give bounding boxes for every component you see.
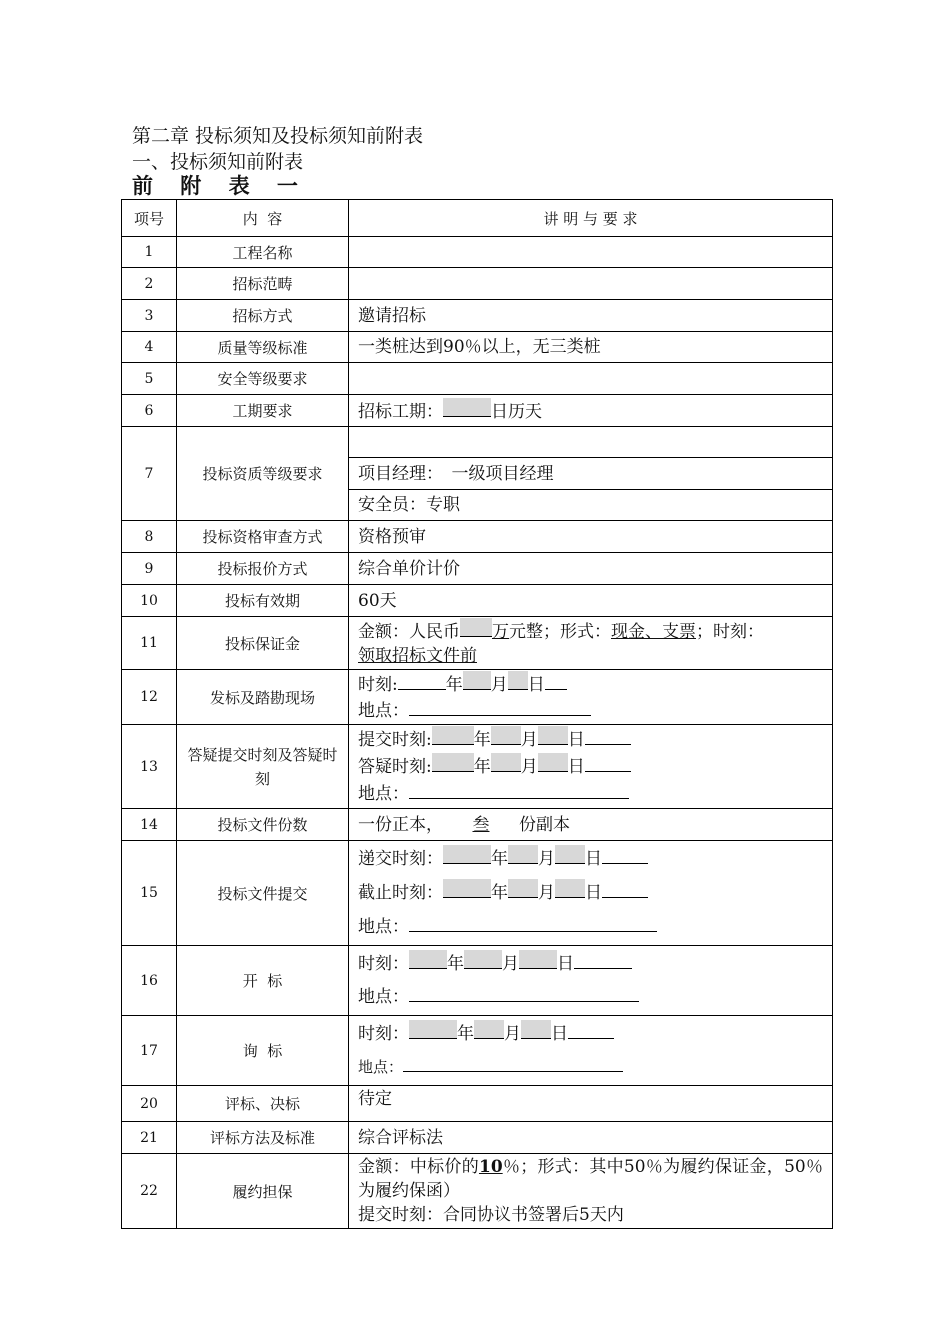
day-blank[interactable] <box>521 1020 551 1039</box>
place-label: 地点： <box>358 1057 404 1076</box>
table-row <box>122 617 833 670</box>
month-blank[interactable] <box>464 950 502 969</box>
table-row <box>122 300 833 332</box>
month-blank[interactable] <box>508 845 538 864</box>
year-blank[interactable] <box>409 950 447 969</box>
table-row <box>122 1122 833 1154</box>
row-item: 评标、决标 <box>177 1086 349 1122</box>
row-item: 招标方式 <box>177 300 349 332</box>
month-blank[interactable] <box>491 753 521 772</box>
month-blank[interactable] <box>463 671 491 690</box>
row-number: 11 <box>122 617 177 670</box>
table-row <box>122 946 833 1016</box>
row-item: 质量等级标准 <box>177 332 349 363</box>
header-content: 内 容 <box>177 200 349 237</box>
day-label: 日 <box>557 953 574 974</box>
row-value <box>349 1154 833 1229</box>
row-value: 邀请招标 <box>349 300 833 332</box>
row-number: 9 <box>122 553 177 585</box>
place-blank[interactable] <box>409 780 629 799</box>
deposit-form-label: 元整；形式： <box>509 622 611 642</box>
row-number: 2 <box>122 268 177 300</box>
table-row <box>122 395 833 427</box>
table-row <box>122 1154 833 1229</box>
time-label: 时刻： <box>358 953 409 974</box>
row-value <box>349 427 833 458</box>
row-number: 6 <box>122 395 177 427</box>
year-label: 年 <box>473 757 491 777</box>
place-label: 地点： <box>358 701 409 721</box>
chapter-title: 第二章 投标须知及投标须知前附表 <box>132 125 424 147</box>
header-no: 项号 <box>122 200 177 237</box>
row-item: 投标资质等级要求 <box>177 427 349 521</box>
row-item-text: 答疑提交时刻及答疑时刻 <box>187 745 338 788</box>
table-row <box>122 670 833 725</box>
year-label: 年 <box>457 1023 474 1044</box>
duration-label: 招标工期： <box>358 401 443 422</box>
row-number: 13 <box>122 725 177 809</box>
table-title: 前 附 表 一 <box>132 173 308 198</box>
row-value: 综合评标法 <box>349 1122 833 1154</box>
table-row <box>122 841 833 946</box>
row-item: 投标资格审查方式 <box>177 521 349 553</box>
place-blank[interactable] <box>409 983 639 1002</box>
row-value: 60天 <box>349 585 833 617</box>
year-label: 年 <box>473 730 491 750</box>
month-blank[interactable] <box>474 1020 504 1039</box>
row-number: 3 <box>122 300 177 332</box>
row-number: 5 <box>122 363 177 395</box>
table-row <box>122 585 833 617</box>
table-row <box>122 268 833 300</box>
row-value <box>349 725 833 809</box>
row-number: 8 <box>122 521 177 553</box>
day-label: 日 <box>567 757 585 777</box>
row-item: 投标报价方式 <box>177 553 349 585</box>
row-value <box>349 363 833 395</box>
place-blank[interactable] <box>409 697 591 716</box>
row-number: 17 <box>122 1016 177 1086</box>
time-label: 时刻： <box>358 1023 409 1044</box>
table-row <box>122 427 833 458</box>
day-blank[interactable] <box>519 950 557 969</box>
copies-suffix: 份副本 <box>519 814 570 835</box>
month-blank[interactable] <box>508 879 538 898</box>
table-row <box>122 1086 833 1122</box>
table-row <box>122 237 833 268</box>
row-number: 20 <box>122 1086 177 1122</box>
copy-count: 叁 <box>472 814 490 835</box>
year-label: 年 <box>447 953 464 974</box>
guarantee-form: ％；形式：其中50％为履约保证金，50％为履约保函） <box>358 1157 824 1201</box>
row-number: 15 <box>122 841 177 946</box>
trailing-blank <box>585 753 631 772</box>
row-number: 16 <box>122 946 177 1016</box>
row-number: 7 <box>122 427 177 521</box>
row-item <box>177 1016 349 1086</box>
row-number: 21 <box>122 1122 177 1154</box>
row-item: 评标方法及标准 <box>177 1122 349 1154</box>
day-label: 日 <box>585 849 602 869</box>
trailing-blank <box>602 845 648 864</box>
table-row <box>122 363 833 395</box>
row-value <box>349 268 833 300</box>
row-item <box>177 725 349 809</box>
row-number: 12 <box>122 670 177 725</box>
table-row <box>122 725 833 809</box>
month-label: 月 <box>504 1023 521 1044</box>
deadline-label: 截止时刻： <box>358 883 443 903</box>
month-label: 月 <box>520 757 538 777</box>
year-label: 年 <box>491 883 508 903</box>
row-item: 安全等级要求 <box>177 363 349 395</box>
year-blank[interactable] <box>432 753 474 772</box>
month-label: 月 <box>502 953 519 974</box>
row-item: 工程名称 <box>177 237 349 268</box>
guarantee-amount-label: 金额：中标价的 <box>358 1157 479 1177</box>
time-label: 时刻: <box>358 675 398 695</box>
trailing-blank <box>585 726 631 745</box>
row-item: 投标文件提交 <box>177 841 349 946</box>
row-item: 招标范畴 <box>177 268 349 300</box>
row-value <box>349 617 833 670</box>
table-header-row <box>122 200 833 237</box>
row-item: 发标及踏勘现场 <box>177 670 349 725</box>
row-value: 综合单价计价 <box>349 553 833 585</box>
guarantee-percent: 10 <box>478 1157 503 1177</box>
row-value: 一类桩达到90％以上，无三类桩 <box>349 332 833 363</box>
row-value <box>349 946 833 1016</box>
table-row <box>122 553 833 585</box>
deposit-unit: 万 <box>492 622 509 642</box>
day-label: 日 <box>567 730 585 750</box>
deposit-form: 现金、支票 <box>611 622 696 642</box>
deposit-amount-label: 金额：人民币 <box>358 622 460 642</box>
row-item: 履约担保 <box>177 1154 349 1229</box>
month-label: 月 <box>490 675 508 695</box>
place-label: 地点： <box>358 986 409 1007</box>
row-value <box>349 395 833 427</box>
table-row <box>122 332 833 363</box>
row-item <box>177 946 349 1016</box>
place-label: 地点： <box>358 784 409 804</box>
day-blank[interactable] <box>555 845 585 864</box>
deposit-time-label: ；时刻： <box>696 622 764 642</box>
row-number: 4 <box>122 332 177 363</box>
day-blank[interactable] <box>508 671 528 690</box>
trailing-blank <box>602 879 648 898</box>
trailing-blank <box>574 950 632 969</box>
row-value: 待定 <box>349 1086 833 1122</box>
place-blank[interactable] <box>409 913 657 932</box>
row-value: 项目经理： 一级项目经理 <box>349 458 833 490</box>
row-item-text: 开 标 <box>242 972 283 990</box>
trailing-blank <box>545 671 567 690</box>
row-number: 10 <box>122 585 177 617</box>
month-blank[interactable] <box>491 726 521 745</box>
row-value: 资格预审 <box>349 521 833 553</box>
year-label: 年 <box>445 675 463 695</box>
row-number: 1 <box>122 237 177 268</box>
row-item: 投标有效期 <box>177 585 349 617</box>
year-blank[interactable] <box>409 1020 457 1039</box>
row-number: 14 <box>122 809 177 841</box>
row-number: 22 <box>122 1154 177 1229</box>
answer-label: 答疑时刻: <box>358 757 432 777</box>
submit-label: 提交时刻: <box>358 730 432 750</box>
table-row <box>122 521 833 553</box>
section-title: 一、投标须知前附表 <box>132 151 304 173</box>
day-blank[interactable] <box>538 753 568 772</box>
trailing-blank <box>568 1020 614 1039</box>
original-copies: 一份正本， <box>358 814 443 835</box>
day-label: 日 <box>585 883 602 903</box>
header-requirements: 讲 明 与 要 求 <box>349 200 833 237</box>
month-label: 月 <box>538 883 555 903</box>
row-value <box>349 1016 833 1086</box>
day-label: 日 <box>551 1023 568 1044</box>
row-value <box>349 841 833 946</box>
year-blank[interactable] <box>398 671 446 690</box>
row-value <box>349 809 833 841</box>
row-item: 投标保证金 <box>177 617 349 670</box>
day-label: 日 <box>527 675 545 695</box>
place-label: 地点： <box>358 917 409 937</box>
row-item-text: 询 标 <box>242 1042 283 1060</box>
row-item: 投标文件份数 <box>177 809 349 841</box>
duration-suffix: 日历天 <box>491 401 542 422</box>
table-row <box>122 1016 833 1086</box>
deliver-label: 递交时刻： <box>358 849 443 869</box>
row-value <box>349 670 833 725</box>
deposit-time: 领取招标文件前 <box>358 646 477 666</box>
year-blank[interactable] <box>443 879 491 898</box>
year-blank[interactable] <box>443 845 491 864</box>
year-blank[interactable] <box>432 726 474 745</box>
month-label: 月 <box>538 849 555 869</box>
day-blank[interactable] <box>555 879 585 898</box>
year-label: 年 <box>491 849 508 869</box>
row-item: 工期要求 <box>177 395 349 427</box>
guarantee-submit-time: 提交时刻：合同协议书签署后5天内 <box>358 1205 624 1225</box>
table-row <box>122 809 833 841</box>
duration-blank[interactable] <box>443 398 491 417</box>
row-value: 安全员：专职 <box>349 490 833 521</box>
place-blank[interactable] <box>403 1053 623 1072</box>
day-blank[interactable] <box>538 726 568 745</box>
month-label: 月 <box>520 730 538 750</box>
tender-appendix-table <box>121 199 833 1229</box>
deposit-amount-blank[interactable] <box>460 618 492 637</box>
row-value <box>349 237 833 268</box>
